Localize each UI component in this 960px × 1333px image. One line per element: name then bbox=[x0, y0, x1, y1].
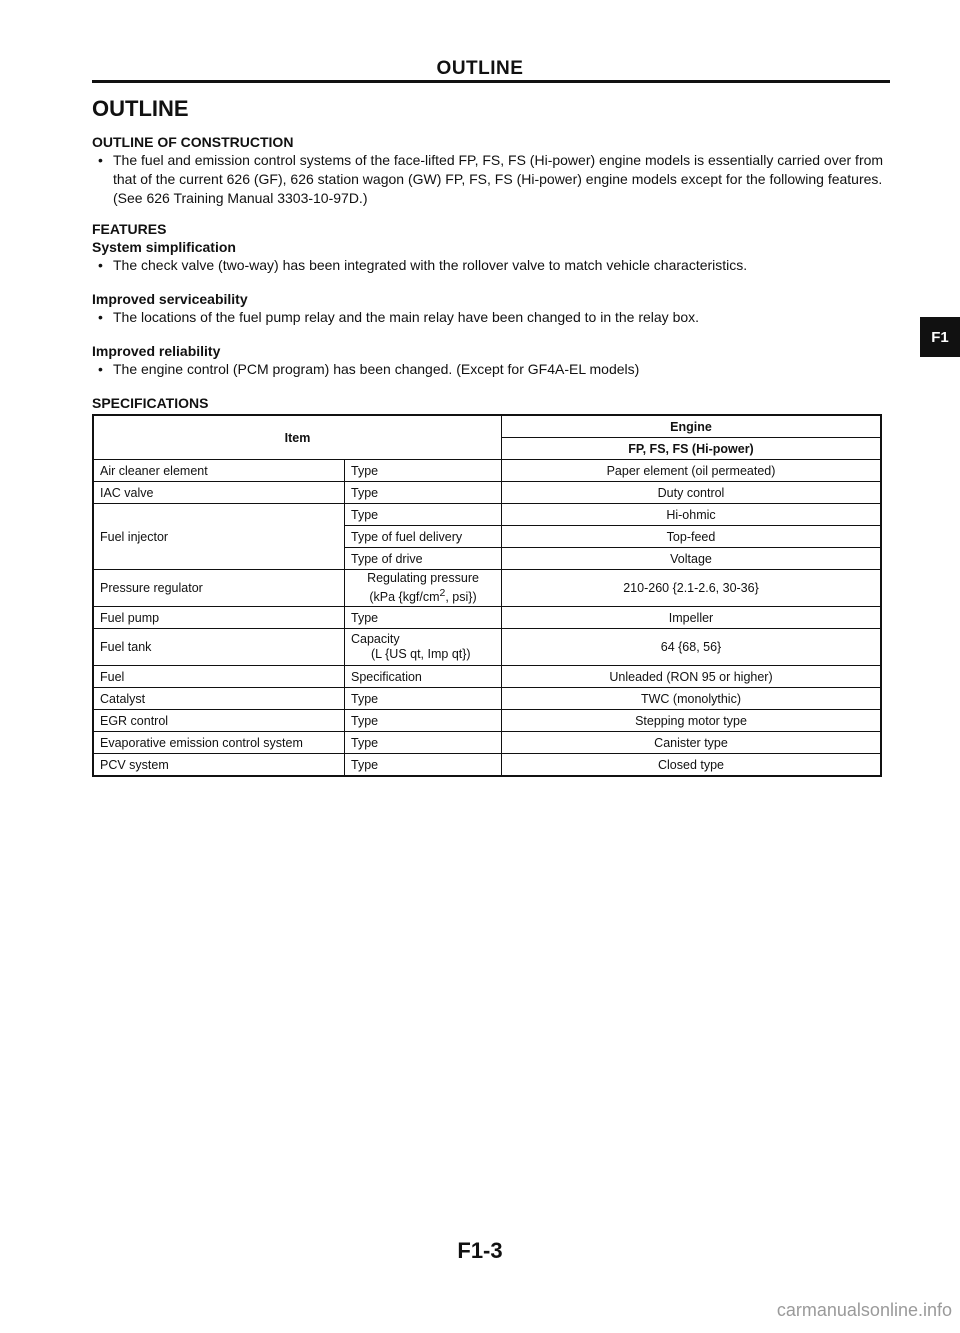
feature-bullet-reliability bbox=[98, 360, 888, 379]
table-row bbox=[93, 754, 881, 777]
feature-text-reliability: The engine control (PCM program) has been changed. (Except for GF4A-EL models) bbox=[113, 361, 640, 377]
row-value: Impeller bbox=[502, 607, 882, 629]
row-value: Closed type bbox=[502, 754, 882, 777]
running-header: OUTLINE bbox=[436, 58, 524, 79]
row-param: Type bbox=[345, 482, 502, 504]
header-engine: Engine bbox=[502, 415, 882, 438]
row-item: Air cleaner element bbox=[93, 460, 345, 482]
row-value: Voltage bbox=[502, 548, 882, 570]
feature-title-simplification: System simplification bbox=[92, 239, 236, 255]
row-param: Type bbox=[345, 688, 502, 710]
row-value: TWC (monolythic) bbox=[502, 688, 882, 710]
param-line-2-pre: (kPa {kgf/cm bbox=[369, 590, 440, 605]
row-item: Fuel bbox=[93, 666, 345, 688]
header-item: Item bbox=[93, 415, 502, 460]
bullet-dot: • bbox=[98, 152, 103, 168]
table-row bbox=[93, 629, 881, 666]
row-item: Fuel tank bbox=[93, 629, 345, 666]
table-row bbox=[93, 570, 881, 607]
feature-bullet-simplification bbox=[98, 256, 888, 275]
specifications-heading: SPECIFICATIONS bbox=[92, 395, 209, 411]
table-row bbox=[93, 666, 881, 688]
row-param: Specification bbox=[345, 666, 502, 688]
table-row bbox=[93, 504, 881, 526]
row-value: Canister type bbox=[502, 732, 882, 754]
construction-text: The fuel and emission control systems of the face-lifted FP, FS, FS (Hi-power) engine models is essentially carried over from that of the current 626 (GF), 626 station wagon (GW) FP, FS, FS (Hi-power) engine models except for the following features. (See 626 Training Manual 3303-10-97D.) bbox=[113, 152, 884, 206]
param-line-2: (L {US qt, Imp qt}) bbox=[371, 647, 471, 661]
row-param: Type bbox=[345, 754, 502, 777]
features-heading: FEATURES bbox=[92, 221, 167, 237]
row-item: Pressure regulator bbox=[93, 570, 345, 607]
table-header-row bbox=[93, 415, 881, 438]
row-param: Type bbox=[345, 732, 502, 754]
param-line-1: Regulating pressure bbox=[367, 570, 479, 585]
bullet-dot: • bbox=[98, 361, 103, 377]
construction-bullet bbox=[98, 151, 888, 208]
watermark[interactable]: carmanualsonline.info bbox=[776, 1300, 952, 1320]
table-row bbox=[93, 688, 881, 710]
row-item: Catalyst bbox=[93, 688, 345, 710]
param-line-2-post: , psi}) bbox=[445, 590, 477, 605]
row-value: Paper element (oil permeated) bbox=[502, 460, 882, 482]
row-param: Type of fuel delivery bbox=[345, 526, 502, 548]
feature-title-reliability: Improved reliability bbox=[92, 343, 221, 359]
row-param bbox=[345, 629, 502, 666]
row-value: Stepping motor type bbox=[502, 710, 882, 732]
row-param bbox=[345, 570, 502, 607]
table-row bbox=[93, 732, 881, 754]
header-engine-models: FP, FS, FS (Hi-power) bbox=[502, 438, 882, 460]
param-line-1: Capacity bbox=[351, 632, 400, 646]
row-value: 210-260 {2.1-2.6, 30-36} bbox=[502, 570, 882, 607]
feature-text-simplification: The check valve (two-way) has been integrated with the rollover valve to match vehicle characteristics. bbox=[113, 257, 748, 273]
section-tab: F1 bbox=[920, 317, 960, 357]
feature-bullet-serviceability bbox=[98, 308, 888, 327]
page-number: F1-3 bbox=[457, 1238, 503, 1263]
row-item: IAC valve bbox=[93, 482, 345, 504]
param-line-2-sup: 2 bbox=[439, 587, 446, 599]
row-item: Fuel pump bbox=[93, 607, 345, 629]
row-item: PCV system bbox=[93, 754, 345, 777]
bullet-dot: • bbox=[98, 309, 103, 325]
feature-text-serviceability: The locations of the fuel pump relay and the main relay have been changed to in the relay box. bbox=[113, 309, 700, 325]
row-value: Hi-ohmic bbox=[502, 504, 882, 526]
construction-heading: OUTLINE OF CONSTRUCTION bbox=[92, 134, 294, 150]
row-value: Duty control bbox=[502, 482, 882, 504]
row-param: Type bbox=[345, 504, 502, 526]
row-param: Type bbox=[345, 710, 502, 732]
table-row bbox=[93, 710, 881, 732]
row-item: EGR control bbox=[93, 710, 345, 732]
row-param: Type bbox=[345, 460, 502, 482]
table-row bbox=[93, 607, 881, 629]
table-row bbox=[93, 460, 881, 482]
bullet-dot: • bbox=[98, 257, 103, 273]
row-item: Evaporative emission control system bbox=[93, 732, 345, 754]
row-param: Type bbox=[345, 607, 502, 629]
row-item: Fuel injector bbox=[93, 504, 345, 570]
table-row bbox=[93, 482, 881, 504]
header-rule bbox=[92, 80, 890, 83]
page-title: OUTLINE bbox=[92, 96, 189, 121]
row-value: Unleaded (RON 95 or higher) bbox=[502, 666, 882, 688]
row-value: Top-feed bbox=[502, 526, 882, 548]
specifications-table bbox=[92, 414, 882, 777]
feature-title-serviceability: Improved serviceability bbox=[92, 291, 248, 307]
row-param: Type of drive bbox=[345, 548, 502, 570]
row-value: 64 {68, 56} bbox=[502, 629, 882, 666]
